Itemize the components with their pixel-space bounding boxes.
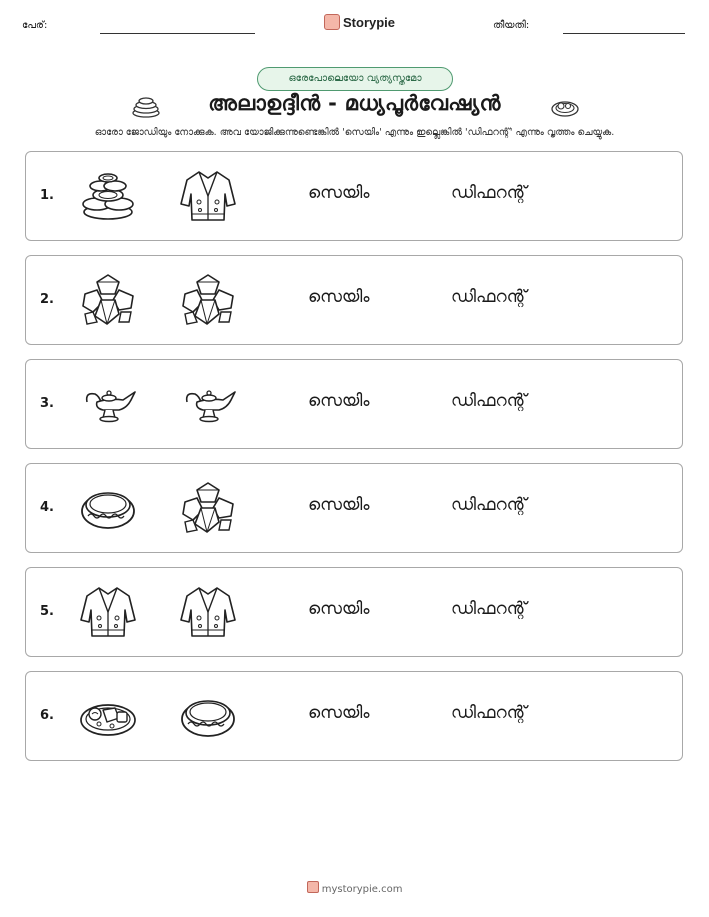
- different-option[interactable]: ഡിഫറന്റ്: [451, 703, 527, 723]
- page-title: അലാഉദ്ദീൻ - മധ്യപൂർവേഷ്യൻ: [208, 91, 501, 115]
- date-label: തീയതി:: [493, 20, 530, 31]
- question-number: 6.: [40, 708, 54, 723]
- food-plate-icon: [79, 688, 137, 744]
- footer-url: mystorypie.com: [321, 884, 403, 895]
- question-number: 5.: [40, 604, 54, 619]
- jewels-icon: [179, 480, 237, 536]
- different-option[interactable]: ഡിഫറന്റ്: [451, 495, 527, 515]
- brand-name: Storypie: [343, 14, 396, 30]
- robe-icon: [179, 168, 237, 224]
- same-option[interactable]: സെയിം: [308, 495, 370, 515]
- different-option[interactable]: ഡിഫറന്റ്: [451, 391, 527, 411]
- robe-icon: [179, 584, 237, 640]
- same-option[interactable]: സെയിം: [308, 599, 370, 619]
- category-badge: ഒരേപോലെയോ വ്യത്യസ്തമോ: [257, 67, 453, 91]
- question-number: 2.: [40, 292, 54, 307]
- storypie-footer-icon: [307, 881, 319, 893]
- food-plate-title-icon: [550, 95, 580, 119]
- name-line[interactable]: [100, 33, 255, 34]
- instructions: ഓരോ ജോഡിയും നോക്കുക. അവ യോജിക്കുന്നുണ്ടെങ്കിൽ 'സെയിം' എന്നും ഇല്ലെങ്കിൽ 'ഡിഫറന്റ്' എന്നും വൃത്തം ചെയ്യുക.: [94, 127, 615, 138]
- robe-icon: [79, 584, 137, 640]
- jewels-icon: [79, 272, 137, 328]
- different-option[interactable]: ഡിഫറന്റ്: [451, 183, 527, 203]
- different-option[interactable]: ഡിഫറന്റ്: [451, 599, 527, 619]
- question-number: 3.: [40, 396, 54, 411]
- bracelet-icon: [79, 480, 137, 536]
- question-number: 1.: [40, 188, 54, 203]
- question-number: 4.: [40, 500, 54, 515]
- magic-lamp-icon: [79, 376, 137, 432]
- magic-lamp-icon: [179, 376, 237, 432]
- same-option[interactable]: സെയിം: [308, 183, 370, 203]
- storypie-logo-icon: [324, 14, 340, 30]
- question-row: [25, 255, 683, 345]
- brand-logo: [324, 14, 395, 30]
- question-row: [25, 463, 683, 553]
- bracelet-icon: [179, 688, 237, 744]
- name-label: പേര്:: [22, 20, 48, 31]
- footer: [0, 881, 709, 895]
- different-option[interactable]: ഡിഫറന്റ്: [451, 287, 527, 307]
- same-option[interactable]: സെയിം: [308, 391, 370, 411]
- same-option[interactable]: സെയിം: [308, 287, 370, 307]
- question-row: [25, 671, 683, 761]
- question-row: [25, 359, 683, 449]
- coins-icon: [79, 168, 137, 224]
- question-row: [25, 567, 683, 657]
- jewels-icon: [179, 272, 237, 328]
- date-line[interactable]: [563, 33, 685, 34]
- question-row: [25, 151, 683, 241]
- same-option[interactable]: സെയിം: [308, 703, 370, 723]
